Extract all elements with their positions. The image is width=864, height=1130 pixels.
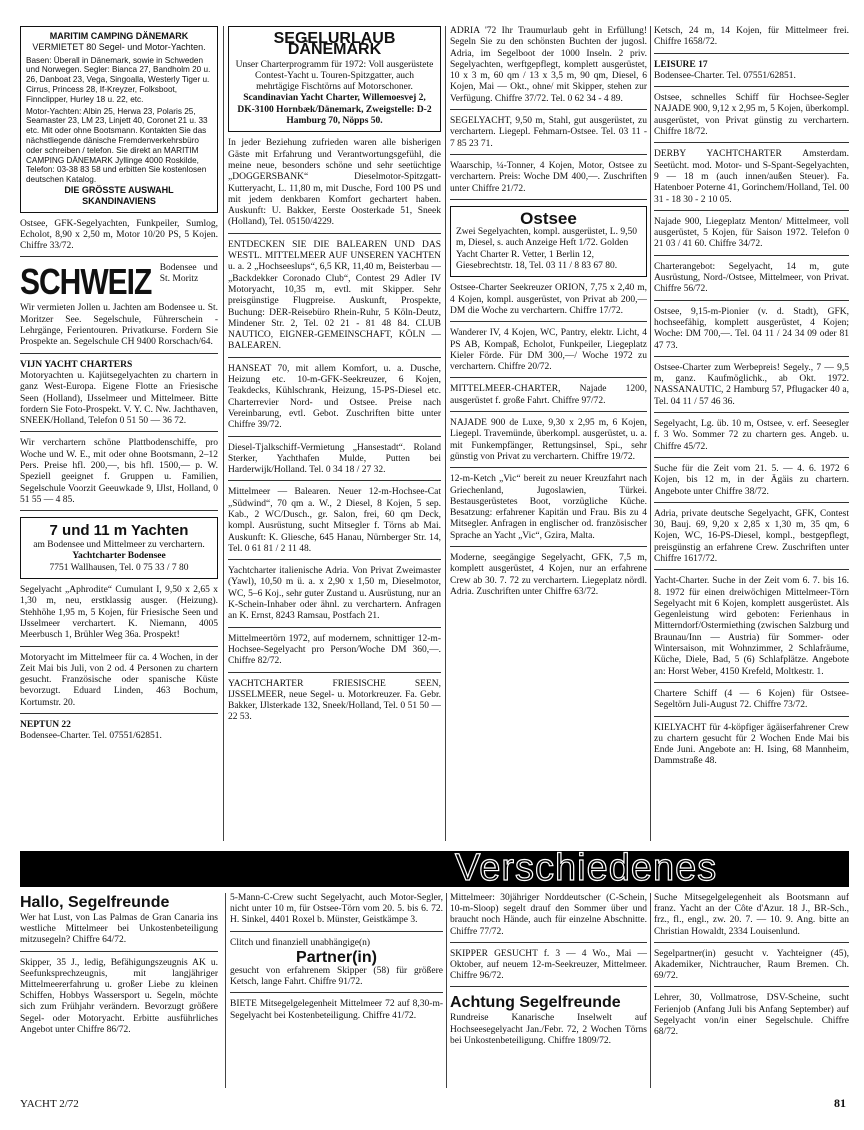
- column-2: [228, 26, 441, 734]
- maritim-ad-box: [20, 26, 218, 213]
- ad-kielyacht: KIELYACHT für 4-köpfiger ägäiserfahrener Crew zu chartern gesucht für 2 Wochen Ende Mai bis Ende Juni. Angebote an: H. Ising, 68 Mannheim, Dammstraße 48.: [654, 722, 849, 767]
- ostsee-title: Ostsee: [520, 208, 577, 228]
- column-4: [654, 26, 849, 778]
- bottom-column-2: [230, 893, 443, 1032]
- ad-charterangebot: Charterangebot: Segelyacht, 14 m, gute Ausrüstung, Nord-/Ostsee, Mittelmeer, von Privat. Chiffre 56/72.: [654, 262, 849, 301]
- ad-skipper: Skipper, 35 J., ledig, Befähigungszeugnis AK u. Seefunksprechzeugnis, mit langjähriger Mittelmeererfahrung u. großer Liebe zu kleinen Schiffen, Hobbys Wassersport u. Segeln, möchte sich zum Frühjahr verändern. Bevorzugt größere Segel- oder Motoryacht. Erbitte ausführliches Angebot unter Chiffre 86/72.: [20, 957, 218, 1035]
- ad-najade-deluxe: NAJADE 900 de Luxe, 9,30 x 2,95 m, 6 Kojen, Liegepl. Travemünde, überkompl. ausgerüstet, u. a. mit Funkempfänger, Rettungsinsel, Spi., sehr günstig von Privat zu verchartern. Chiffre 19/72.: [450, 418, 647, 468]
- section-heading: Verschiedenes: [455, 847, 718, 889]
- yachten-title: 7 und 11 m Yachten: [49, 522, 189, 540]
- hallo-body: Wer hat Lust, von Las Palmas de Gran Canaria ins westliche Mittelmeer bei Unkostenbeteiligung mitzusegeln? Chiffre 64/72.: [20, 913, 218, 946]
- ad-ketch-vic: 12-m-Ketch „Vic“ bereit zu neuer Kreuzfahrt nach Griechenland, Jugoslawien, Türkei. Bestausgerüstetes Boot, vorzügliche Küche. Besatzung: erfahrener Kapitän und Frau. Bis zu 4 Mitsegler. Anfragen in englischer od. französischer Sprache an Yacht „Vic“, Gzira, Malta.: [450, 474, 647, 547]
- column-divider-3: [650, 26, 651, 841]
- ad-segelpartnerin: Segelpartner(in) gesucht v. Yachteigner (45), Akademiker, Nichtraucher, Raum Bremen. Ch. 69/72.: [654, 949, 849, 988]
- ad-mittelmeer-sloop: Mittelmeer: 30jähriger Norddeutscher (C-Schein, 10-m-Sloop) segelt drauf den Sommer über und braucht noch Hände, auch für einzelne Abschnitte. Chiffre 77/72.: [450, 893, 647, 943]
- ad-pionier: Ostsee, 9,15-m-Pionier (v. d. Stadt), GFK, hochseefähig, komplett ausgerüstet, 4 Kojen; Woche: DM 700,—. Tel. 04 11 / 24 34 09 oder 81 47 73.: [654, 307, 849, 357]
- leisure-body: Bodensee-Charter. Tel. 07551/62851.: [654, 70, 796, 81]
- yachten-name: Yachtcharter Bodensee: [72, 551, 166, 562]
- ad-mittelmeer-balearen: Mittelmeer — Balearen. Neuer 12-m-Hochsee-Cat „Südwind“, 70 qm a. W., 2 Diesel, 8 Kojen, 5 sep. Kab., 2 WC/Dusch., gr. Salon, frei, 60 qm Deck, kompl. Ausrüstung, sucht Mitsegler f. Törns ab Mai. Auskunft: K. Gliesche, 645 Hanau, Nürnberger Str. 14, Tel. 0 61 81 / 2 11 48.: [228, 487, 441, 560]
- bottom-divider-2: [446, 893, 447, 1088]
- ad-yacht-charter: Yacht-Charter. Suche in der Zeit vom 6. 7. bis 16. 8. 1972 für einen dreiwöchigen Mittelmeer-Törn Segelyacht mit 6 Kojen, komplett ausgerüstet. Als Gegenleistung wird geboten: Ferienhaus in Mitterndorf/Ostermiething (zwischen Salzburg und Braunau/Inn — Austria) für Sommer- oder Wintersaison, mit Wohnzimmer, 2 Schlafräume, Küche, Diele, Bad, 5 (6) Schlafplätze. Angebote an: Horst Weber, 4150 Krefeld, Moltkestr. 1.: [654, 576, 849, 683]
- achtung-title: Achtung Segelfreunde: [450, 994, 621, 1012]
- ad-hallo: [20, 893, 218, 952]
- schweiz-body: Wir vermieten Jollen u. Jachten am Bodensee u. St. Moritzer See. Segelschule, Führerschein - Lehrgänge, Ferientouren. Privatkurse. Fordern Sie Prospekte an. Segelschule CH 9400 Rorschach/64.: [20, 303, 218, 348]
- ad-leisure: [654, 60, 849, 88]
- bottom-column-1: [20, 893, 218, 1046]
- neptun-title: NEPTUN 22: [20, 720, 71, 731]
- ad-5-mann-crew: 5-Mann-C-Crew sucht Segelyacht, auch Motor-Segler, nicht unter 10 m, für Ostsee-Törn vom 20. 5. bis 6. 72. H. Sinkel, 4401 Roxel b. Münster, Geistkämpe 3.: [230, 893, 443, 932]
- ad-wanderer: Wanderer IV, 4 Kojen, WC, Pantry, elektr. Licht, 4 PS AB, Kompaß, Echolot, Funkpeiler, Liegeplatz Kieler Förde. Für DM 300,—/ Woche 1972 zu verchartern. Chiffre 20/72.: [450, 328, 647, 378]
- maritim-subtitle: VERMIETET 80 Segel- und Motor-Yachten.: [32, 42, 206, 53]
- ad-yachten-box: [20, 517, 218, 579]
- ad-chartere-schiff: Chartere Schiff (4 — 6 Kojen) für Ostsee-Segeltörn Juli-August 72. Chiffre 73/72.: [654, 689, 849, 717]
- ad-segelyacht-stahl: SEGELYACHT, 9,50 m, Stahl, gut ausgerüstet, zu verchartern. Liegepl. Fehmarn-Ostsee. Tel. 03 11 - 7 85 23 71.: [450, 116, 647, 155]
- ad-motoryacht: Motoryacht im Mittelmeer für ca. 4 Wochen, in der Zeit Mai bis Juli, von 2 od. 4 Personen zu chartern gesucht. Französische oder spanische Küste bevorzugt. Eduard Linden, 463 Bochum, Kortumstr. 20.: [20, 653, 218, 714]
- yachten-body: am Bodensee und Mittelmeer zu verchartern.: [33, 540, 205, 551]
- ad-segelyacht-10m: Segelyacht, Lg. üb. 10 m, Ostsee, v. erf. Seesegler f. 3 Wo. Sommer 72 zu chartern ges. Angeb. u. Chiffre 45/72.: [654, 419, 849, 458]
- maritim-body-motor: Motor-Yachten: Albin 25, Herwa 23, Polaris 25, Seamaster 23, LM 23, Linjett 40, Coronet 21 u. 33 etc. Mit oder ohne Bootsmann. Kontakten Sie das nächstliegende dänische Fremdenverkehrsbüro oder schreiben / telefon. Sie direkt an MARITIM CAMPING DÄNEMARK Jyllinge 4000 Roskilde, Telefon: 03-38 83 58 und erbitten Sie kostenlosen deutschen Katalog.: [26, 106, 208, 185]
- schweiz-heading: SCHWEIZ: [20, 263, 152, 304]
- maritim-title: MARITIM CAMPING DÄNEMARK: [49, 31, 189, 41]
- issue-label: YACHT 2/72: [20, 1098, 79, 1110]
- ad-partner: [230, 938, 443, 994]
- ad-plattboden: Wir verchartern schöne Plattbodenschiffe, pro Woche und W. E., mit oder ohne Bootsmann, 2–12 Pers. Preise hfl. 200,—, bis hfl. 1500,— p. W. Speziell geeignet f. Gruppen u. Familien, Segelschule Voorzit Geeuwkade 9, IJlst, Holland, 0 51 55 — 4 85.: [20, 438, 218, 511]
- partner-title: Partner(in): [296, 948, 377, 966]
- neptun-body: Bodensee-Charter. Tel. 07551/62851.: [20, 731, 162, 742]
- segelurlaub-title: SEGELURLAUB DÄNEMARK: [273, 30, 396, 59]
- ad-suche-mitsegel: Suche Mitsegelgelegenheit als Bootsmann auf franz. Yacht an der Côte d'Azur. 18 J., BR-Sch., frz., fl., engl., zw. 20. 7. — 10. 9. Ang. bitte an Christian Howaldt, 2334 Louisenlund.: [654, 893, 849, 943]
- ad-hanseat: HANSEAT 70, mit allem Komfort, u. a. Dusche, Heizung etc. 10-m-GFK-Seekreuzer, 6 Kojen, Teakdecks, Kühlschrank, Heizung, 15-PS-Diesel etc. Charterrevier Nord- und Ostsee. Preise nach Vereinbarung, evtl. Gebot. Zuschriften bitte unter Chiffre 39/72.: [228, 364, 441, 437]
- schweiz-side-text: Bodensee und St. Moritz: [159, 263, 218, 285]
- section-bar: [20, 851, 849, 887]
- ad-tjalkschiff: Diesel-Tjalkschiff-Vermietung „Hansestadt“. Roland Sterker, Yachthafen Mulde, Putten bei Harderwijk/Holland. Tel. 0 34 18 / 27 32.: [228, 443, 441, 482]
- vijn-title: VIJN YACHT CHARTERS: [20, 359, 133, 370]
- page-number: 81: [834, 1096, 846, 1110]
- maritim-body-sail: Basen: Überall in Dänemark, sowie in Schweden und Norwegen. Segler: Bianca 27, Bandholm 20 u. 26, Danboat 23, Vega, Singoalla, Westerly Tiger u. Cirrus, Princess 28, If-Kreyzer, Folksboot, Finnclipper, Hurley 18 u. 22, etc.: [26, 55, 211, 104]
- partner-lead: Clitch und finanziell unabhängige(n): [230, 937, 371, 948]
- ad-ostsee-gfk: Ostsee, GFK-Segelyachten, Funkpeiler, Sumlog, Echolot, 8,90 x 2,50 m, Motor 10/20 PS, 5 Kojen. Chiffre 33/72.: [20, 219, 218, 258]
- segelurlaub-address: Scandinavian Yacht Charter, Willemoesvej 2, DK-3100 Hornbæk/Dänemark, Zweigstelle: D-2 Hamburg 70, Nöpps 50.: [237, 93, 432, 127]
- ad-biete: BIETE Mitsegelgelegenheit Mittelmeer 72 auf 8,30-m-Segelyacht bei Kostenbeteiligung. Chiffre 41/72.: [230, 999, 443, 1021]
- maritim-slogan-1: DIE GRÖSSTE AUSWAHL: [64, 184, 174, 195]
- column-divider-1: [223, 26, 224, 841]
- vijn-body: Motoryachten u. Kajütsegelyachten zu chartern in ganz West-Europa. Eigene Flotte an Friesische Seen (Holland), IJsselmeer und Mittelmeer. Bitte fordern Sie Foto-Prospekt. V. Y. C. Nw. Jachthaven, SNEEK/Holland, Telefon 0 51 50 — 36 72.: [20, 370, 218, 427]
- achtung-body: Rundreise Kanarische Inselwelt auf Hochseesegelyacht Jan./Febr. 72, 2 Wochen Törns bei Unkostenbeteiligung. Chiffre 1809/72.: [450, 1013, 647, 1046]
- ad-italienische-adria: Yachtcharter italienische Adria. Von Privat Zweimaster (Yawl), 10,50 m ü. a. x 2,90 x 1,50 m, Dieselmotor, WC, 5–6 Koj., sehr guter Zustand u. Ausrüstung, nur an K-Schein-Inhaber oder ähnl. zu verchartern. Anfragen an K. Ernst, 8243 Ramsau, Postfach 21.: [228, 566, 441, 627]
- bottom-divider-1: [225, 893, 226, 1088]
- ad-najade-menton: Najade 900, Liegeplatz Menton/ Mittelmeer, voll ausgerüstet, 5 Kojen, für Saison 1972. Telefon 0 21 03 / 41 60. Chiffre 34/72.: [654, 217, 849, 256]
- hallo-title: Hallo, Segelfreunde: [20, 894, 170, 911]
- column-1: [20, 26, 218, 753]
- ad-suche-aegaeis: Suche für die Zeit vom 21. 5. — 4. 6. 1972 6 Kojen, bis 12 m, in der Ägäis zu chartern. Angebote unter Chiffre 38/72.: [654, 464, 849, 503]
- maritim-slogan-2: SKANDINAVIENS: [82, 196, 156, 207]
- ad-werbepreis: Ostsee-Charter zum Werbepreis! Segely., 7 — 9,5 m, ganz. Kaufmöglichk., ab Okt. 1972. NASSANAUTIC, 2 Hamburg 57, Pflugacker 40 a, Tel. 04 11 / 57 46 36.: [654, 363, 849, 413]
- ad-derby: DERBY YACHTCHARTER Amsterdam. Seetücht. mod. Motor- und S-Spant-Segelyachten, 9 — 18 m (auch innen/außen Steuer). Fa. Hatenboer Poterne 41, Gorinchem/Holland, Tel. 00 31 - 18 30 - 2 10 05.: [654, 149, 849, 210]
- ostsee-box: [450, 206, 647, 277]
- bottom-column-3: [450, 893, 647, 1057]
- yachten-address: 7751 Wallhausen, Tel. 0 75 33 / 7 80: [49, 562, 189, 573]
- column-divider-2: [445, 26, 446, 841]
- bottom-column-4: [654, 893, 849, 1048]
- ostsee-body: Zwei Segelyachten, kompl. ausgerüstet, L. 9,50 m, Diesel, s. auch Anzeige Heft 1/72. Golden Yacht Charter R. Vetter, 1 Berlin 12, Giesebrechtstr. 18, Tel. 03 11 / 8 83 67 80.: [456, 227, 637, 272]
- ad-friesische-seen: YACHTCHARTER FRIESISCHE SEEN, IJSSELMEER, neue Segel- u. Motorkreuzer. Fa. Gebr. Bakker, IJlsterkade 132, Sneek/Holland, Tel. 0 51 50 — 22 53.: [228, 678, 441, 723]
- segelurlaub-box: [228, 26, 441, 132]
- ad-vijn: [20, 360, 218, 433]
- leisure-title: LEISURE 17: [654, 59, 708, 70]
- ad-waarschip: Waarschip, ¼-Tonner, 4 Kojen, Motor, Ostsee zu verchartern. Preis: Woche DM 400,—. Zuschriften unter Chiffre 21/72.: [450, 161, 647, 200]
- ad-mittelmeer-charter: MITTELMEER-CHARTER, Najade 1200, ausgerüstet f. große Fahrt. Chiffre 97/72.: [450, 384, 647, 412]
- ad-aphrodite: Segelyacht „Aphrodite“ Cumulant I, 9,50 x 2,65 x 1,30 m, neu, erstklassig ausger. (Heizung). Stehhöhe 1,95 m, 5 Kojen, für Friesische Seen und IJsselmeer verchartert. K. Niemann, 4005 Meerbusch 1, Brühler Weg 36a. Prospekt!: [20, 585, 218, 646]
- segelurlaub-body: Unser Charterprogramm für 1972: Voll ausgerüstete Contest-Yacht u. Touren-Spitzgatter, auch mehrtägige Fischtörns auf Motorschoner.: [235, 59, 434, 93]
- ad-balearen: ENTDECKEN SIE DIE BALEAREN UND DAS WESTL. MITTELMEER AUF UNSEREN YACHTEN u. a. 2 „Hochseeslups“, 6,5 KR, 11,40 m, Beisterbau — „Backdekker Coronado Club“, Contest 29 Adler IV Motoryacht, 10,35 m, evtl. mit Skipper. Sehr preisgünstige Flugpreise. Auskunft, Prospekte, Buchung: DER-Reisebüro Rhein-Ruhr, 5 Köln-Deutz, Mindener Str. 2, Tel. 02 21 - 81 48 84. CLUB NAUTICO, EIGNER-GEMEINSCHAFT, KÖLN — BALEAREN.: [228, 240, 441, 358]
- ad-orion: Ostsee-Charter Seekreuzer ORION, 7,75 x 2,40 m, 4 Kojen, kompl. ausgerüstet, von Privat ab 200,— DM die Woche zu verchartern. Chiffre 17/72.: [450, 283, 647, 322]
- ad-moderne-segelyacht: Moderne, seegängige Segelyacht, GFK, 7,5 m, komplett ausgerüstet, 4 Kojen, nur an erfahrene Crew ab 30. 7. 72 zu verchartern. Liegeplatz nördl. Adria. Zuschriften unter Chiffre 63/72.: [450, 552, 647, 597]
- partner-body: gesucht von erfahrenem Skipper (58) für größere Ketsch, lange Fahrt. Chiffre 91/72.: [230, 966, 443, 988]
- ad-skipper-gesucht: SKIPPER GESUCHT f. 3 — 4 Wo., Mai — Oktober, auf neuem 12-m-Seekreuzer, Mittelmeer. Chiffre 96/72.: [450, 949, 647, 988]
- bottom-divider-3: [650, 893, 651, 1088]
- ad-achtung: [450, 993, 647, 1051]
- ad-mittelmeertoern: Mittelmeertörn 1972, auf modernem, schnittiger 12-m-Hochsee-Segelyacht pro Person/Woche DM 360,—. Chiffre 82/72.: [228, 634, 441, 673]
- ad-lehrer: Lehrer, 30, Vollmatrose, DSV-Scheine, sucht Ferienjob (Anfang Juli bis Anfang September) auf Segelyacht von/in einer Segelschule. Chiffre 68/72.: [654, 993, 849, 1038]
- ad-adria-72: ADRIA '72 Ihr Traumurlaub geht in Erfüllung! Segeln Sie zu den schönsten Buchten der jugosl. Adria, im Segelboot der 1000 Inseln. 2 priv. Segelyachten, werftgepflegt, komplett ausgerüstet, 10 x 3 m, 60 qm / 13 x 3,5 m, 90 qm, Diesel, 6 Kojen, Mai — Okt., ohne/ mit Skipper, stehen zur Verfügung. Chiffre 37/72. Tel. 0 62 34 - 4 89.: [450, 26, 647, 110]
- ad-adria-private: Adria, private deutsche Segelyacht, GFK, Contest 30, Bauj. 69, 9,20 x 2,85 x 1,30 m, 35 qm, 6 Kojen, WC, 16-PS-Diesel, kompl., bestgepflegt, preisgünstig an erfahrene Crew. Zuschriften unter Chiffre 1617/72.: [654, 509, 849, 570]
- ad-ketsch: Ketsch, 24 m, 14 Kojen, für Mittelmeer frei. Chiffre 1658/72.: [654, 26, 849, 54]
- ad-neptun: [20, 720, 218, 747]
- ad-doggersbank: In jeder Beziehung zufrieden waren alle bisherigen Gäste mit Erfahrung und Verantwortungsgefühl, die meine neue, besonders schöne und sehr seetüchtige „DOGGERSBANK“ Dieselmotor-Spitzgatt-Kutteryacht, L. 11,80 m, mit Dusche, Ford 100 PS und mit jedem denkbaren Komfort gechartert haben. Auskunft: U. Bakker, Eerste Oosterkade 51, Sneek (Holland), Tel. 05150/4229.: [228, 138, 441, 233]
- ad-schweiz: [20, 263, 218, 353]
- column-3: [450, 26, 647, 608]
- ad-ostsee-najade: Ostsee, schnelles Schiff für Hochsee-Segler NAJADE 900, 9,12 x 2,95 m, 5 Kojen, überkompl. ausgerüstet, von Privat günstig zu verchartern. Chiffre 18/72.: [654, 93, 849, 143]
